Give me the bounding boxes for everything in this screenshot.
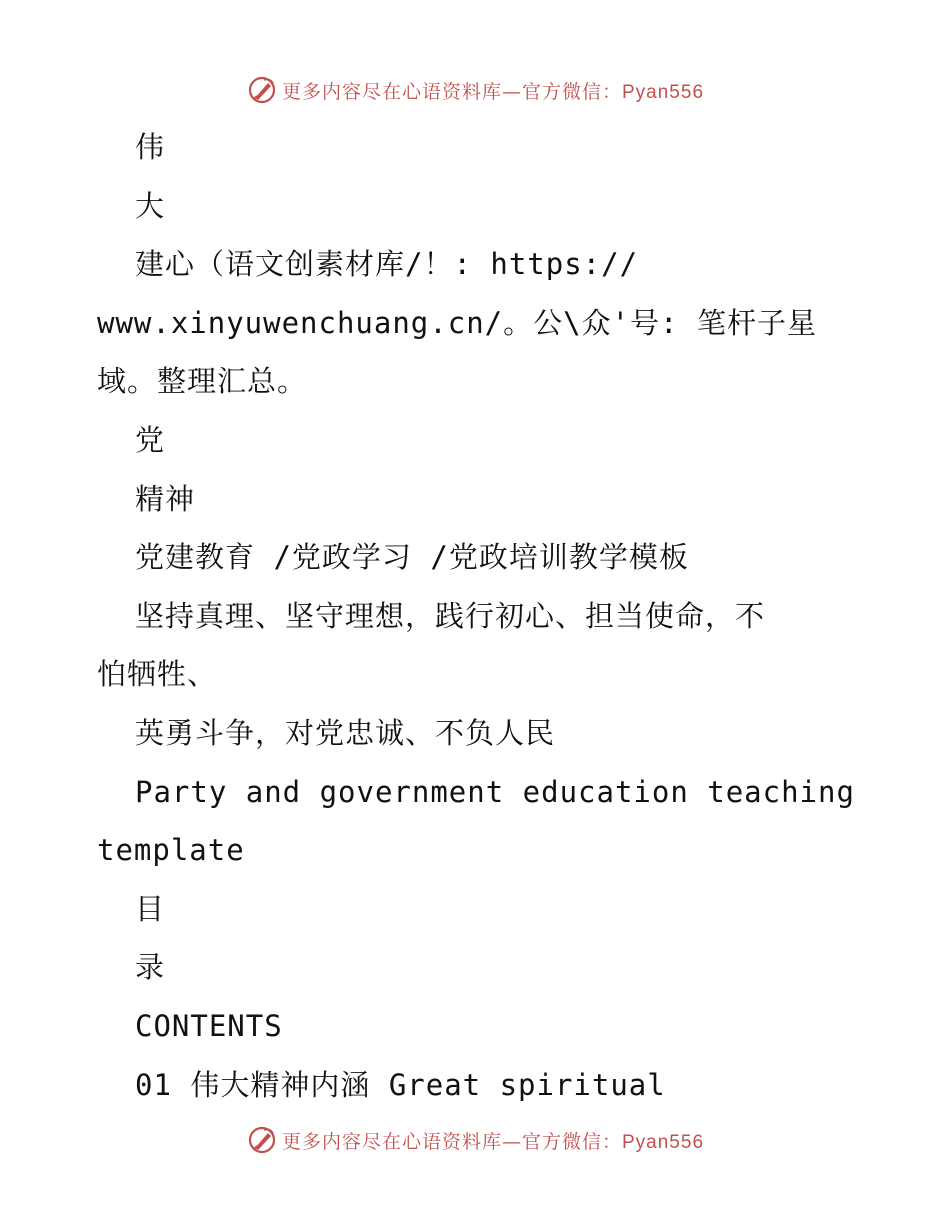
text-line: 坚持真理、坚守理想，践行初心、担当使命，不: [135, 598, 766, 633]
text-line: Party and government education teaching: [135, 774, 855, 809]
text-line: 英勇斗争，对党忠诚、不负人民: [135, 715, 556, 750]
quill-pen-icon: [246, 74, 278, 106]
text-line: template: [97, 833, 245, 868]
banner-text: 更多内容尽在心语资料库—官方微信：Pyan556: [281, 80, 705, 103]
text-line: 伟: [135, 130, 166, 164]
text-line: 录: [135, 950, 166, 985]
text-line: 01 伟大精神内涵 Great spiritual: [135, 1067, 666, 1102]
quill-pen-icon: [246, 1124, 278, 1156]
header-banner: [0, 72, 950, 108]
text-line: 党: [135, 422, 166, 457]
text-line: 建心（语文创素材库/！: https://: [135, 247, 639, 282]
text-line: 大: [135, 188, 166, 223]
text-line: 党建教育 /党政学习 /党政培训教学模板: [135, 540, 689, 575]
text-line: 域。整理汇总。: [97, 364, 308, 399]
text-line: CONTENTS: [135, 1008, 283, 1043]
footer-banner: [0, 1122, 950, 1158]
text-line: 目: [135, 891, 166, 926]
text-line: 怕牺牲、: [97, 657, 218, 692]
text-line: 精神: [135, 481, 196, 516]
text-line: www.xinyuwenchuang.cn/。公\众'号: 笔杆子星: [97, 305, 817, 340]
banner-text: 更多内容尽在心语资料库—官方微信：Pyan556: [281, 1130, 705, 1153]
document-body: [97, 118, 857, 1114]
